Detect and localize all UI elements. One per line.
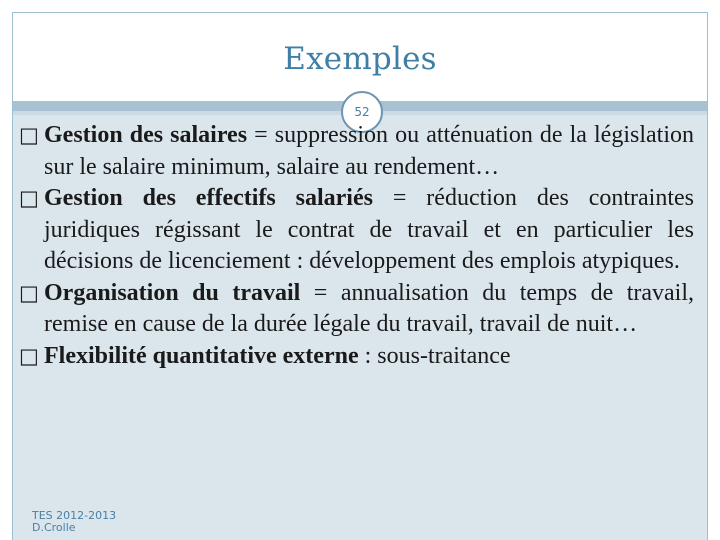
- bullet-term: Gestion des effectifs salariés: [44, 185, 373, 211]
- bullet-list: [19, 120, 695, 372]
- footer-line-author: D.Crolle: [32, 521, 76, 534]
- bullet-marker-icon: □: [19, 280, 39, 305]
- bullet-text: : sous-traitance: [358, 342, 511, 369]
- bullet-item: [19, 183, 695, 278]
- bullet-item: [19, 341, 694, 373]
- bullet-text: = réduction des contraintes juridiques régissant le contrat de travail et en particulier les décisions de licenciement : développement des emplois atypiques.: [44, 185, 695, 274]
- bullet-term: Flexibilité quantitative externe: [44, 342, 359, 369]
- bullet-term: Gestion des salaires: [44, 122, 248, 148]
- footer-line-course: TES 2012-2013: [32, 509, 117, 522]
- bullet-marker-icon: □: [19, 186, 39, 210]
- title-area: [13, 13, 707, 101]
- bullet-term: Organisation du travail: [44, 279, 301, 306]
- bullet-marker-icon: □: [19, 123, 39, 147]
- bullet-text: = suppression ou atténuation de la législation sur le salaire minimum, salaire au rendement…: [44, 122, 694, 180]
- page-number: 52: [354, 105, 370, 119]
- bullet-item: [19, 278, 694, 341]
- bullet-item: [19, 120, 694, 183]
- bullet-marker-icon: □: [19, 343, 39, 368]
- bullet-text: = annualisation du temps de travail, remise en cause de la durée légale du travail, travail de nuit…: [44, 279, 694, 337]
- footer: [32, 510, 116, 534]
- slide-title: Exemples: [283, 41, 437, 77]
